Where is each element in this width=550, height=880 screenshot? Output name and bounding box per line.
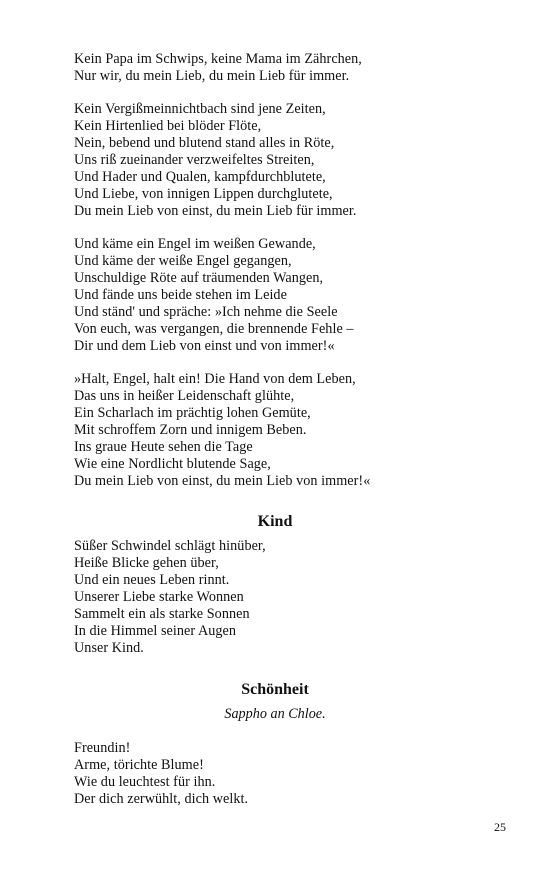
poem-subtitle: Sappho an Chloe. bbox=[224, 706, 326, 722]
poem-line: Ins graue Heute sehen die Tage bbox=[74, 439, 253, 455]
poem-line: Der dich zerwühlt, dich welkt. bbox=[74, 791, 249, 807]
poem-line: Kein Vergißmeinnichtbach sind jene Zeiten, bbox=[74, 101, 326, 117]
poem-line: Du mein Lieb von einst, du mein Lieb von immer!« bbox=[74, 473, 371, 489]
poem-line: Und ein neues Leben rinnt. bbox=[74, 572, 230, 588]
poem-line: Kein Hirtenlied bei blöder Flöte, bbox=[74, 118, 262, 134]
poem-line: Arme, törichte Blume! bbox=[74, 757, 204, 773]
poem-line: Wie du leuchtest für ihn. bbox=[74, 774, 216, 790]
poem-line: Unschuldige Röte auf träumenden Wangen, bbox=[74, 270, 324, 286]
poem-line: »Halt, Engel, halt ein! Die Hand von dem Leben, bbox=[74, 371, 356, 387]
poem-line: Unser Kind. bbox=[74, 640, 144, 656]
poem-line: Und Liebe, von innigen Lippen durchglutete, bbox=[74, 186, 333, 202]
poem-line: Wie eine Nordlicht blutende Sage, bbox=[74, 456, 271, 472]
poem-line: Und fände uns beide stehen im Leide bbox=[74, 287, 287, 303]
poem-line: Dir und dem Lieb von einst und von immer!« bbox=[74, 338, 335, 354]
poem-title-schoenheit: Schönheit bbox=[241, 681, 309, 698]
poem-line: Freundin! bbox=[74, 740, 131, 756]
poem-title-kind: Kind bbox=[257, 513, 293, 530]
poem-line: In die Himmel seiner Augen bbox=[74, 623, 237, 639]
poem-line: Mit schroffem Zorn und innigem Beben. bbox=[74, 422, 307, 438]
poem-line: Ein Scharlach im prächtig lohen Gemüte, bbox=[74, 405, 311, 421]
poem-line: Unserer Liebe starke Wonnen bbox=[74, 589, 244, 605]
poem-line: Das uns in heißer Leidenschaft glühte, bbox=[74, 388, 295, 404]
poem-line: Und käme ein Engel im weißen Gewande, bbox=[74, 236, 316, 252]
poem-line: Kein Papa im Schwips, keine Mama im Zährchen, bbox=[74, 51, 362, 67]
poem-line: Sammelt ein als starke Sonnen bbox=[74, 606, 250, 622]
poem-line: Süßer Schwindel schlägt hinüber, bbox=[74, 538, 266, 554]
page-number: 25 bbox=[494, 820, 506, 834]
poem-line: Und ständ' und spräche: »Ich nehme die Seele bbox=[74, 304, 338, 320]
poem-line: Heiße Blicke gehen über, bbox=[74, 555, 219, 571]
poem-line: Und Hader und Qualen, kampfdurchblutete, bbox=[74, 169, 326, 185]
poem-line: Und käme der weiße Engel gegangen, bbox=[74, 253, 292, 269]
poem-line: Nur wir, du mein Lieb, du mein Lieb für immer. bbox=[74, 68, 350, 84]
poem-line: Uns riß zueinander verzweifeltes Streiten, bbox=[74, 152, 315, 168]
poem-line: Von euch, was vergangen, die brennende Fehle – bbox=[74, 321, 354, 337]
poem-line: Du mein Lieb von einst, du mein Lieb für immer. bbox=[74, 203, 357, 219]
poem-line: Nein, bebend und blutend stand alles in Röte, bbox=[74, 135, 335, 151]
